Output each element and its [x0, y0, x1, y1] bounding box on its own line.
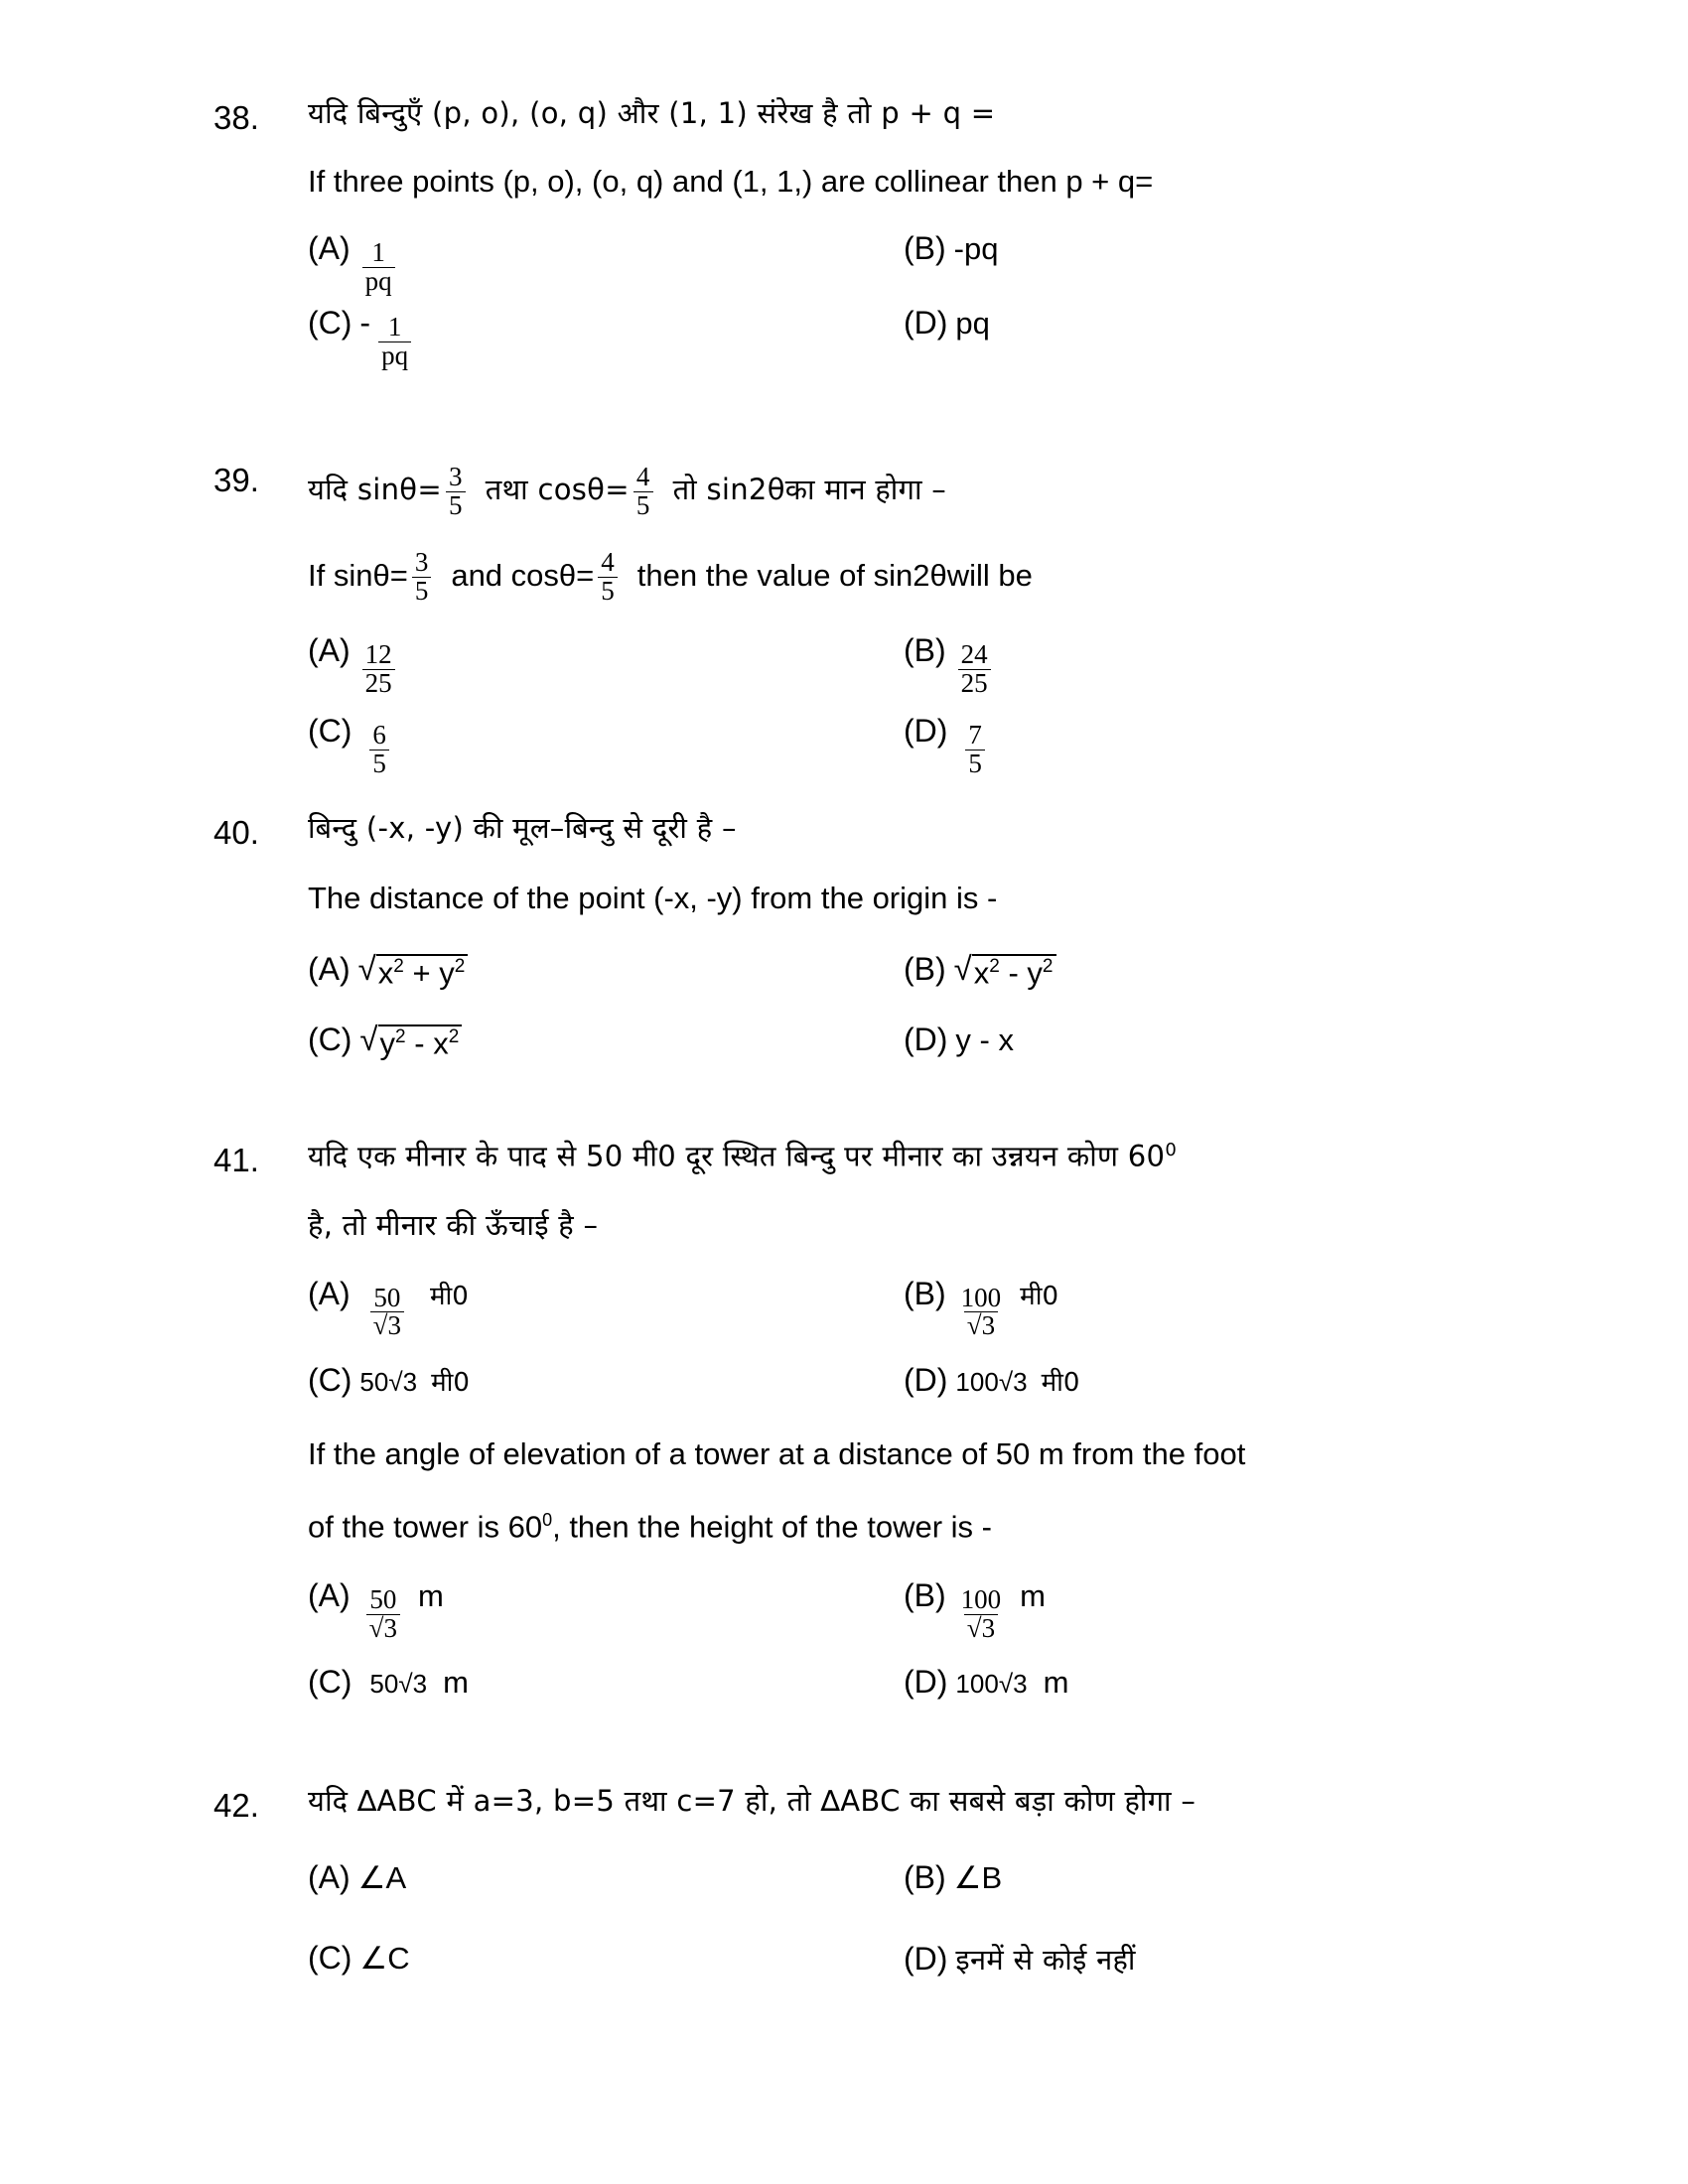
theta-symbol: θ	[558, 557, 577, 593]
hindi-part-4: का मान होगा –	[784, 472, 947, 506]
question-number: 41.	[213, 1142, 259, 1178]
question-text-hindi	[308, 462, 1534, 520]
option-d-value: इनमें से कोई नहीं	[955, 1943, 1136, 1977]
options-row-hindi	[308, 1362, 1534, 1399]
fraction-numerator: 50	[373, 1282, 401, 1312]
fraction-numerator: 1	[371, 237, 385, 267]
fraction-numerator: 4	[601, 547, 615, 578]
english-part-1: If sin	[308, 557, 373, 593]
option-a-value	[362, 641, 395, 697]
option-b[interactable]	[904, 230, 1499, 293]
option-b-label: (B)	[904, 1577, 946, 1614]
fraction-numerator: 3	[414, 547, 429, 578]
question-text-english-line1: If the angle of elevation of a tower at a distance of 50 m from the foot	[308, 1435, 1246, 1471]
option-c[interactable]	[308, 713, 904, 778]
fraction-numerator: 24	[960, 639, 988, 670]
question-39	[213, 462, 1534, 778]
option-b-value	[953, 950, 1056, 991]
hindi-line1-text: यदि एक मीनार के पाद से 50 मी0 दूर स्थित बिन्दु पर मीनार का उन्नयन कोण 60	[308, 1139, 1166, 1173]
option-b-value: -pq	[953, 231, 999, 266]
option-a-value	[357, 950, 469, 991]
radicand	[972, 954, 1056, 991]
question-number: 38.	[213, 99, 259, 136]
english-part-2: and cos	[451, 557, 559, 593]
question-text-english: The distance of the point (-x, -y) from the origin is -	[308, 881, 998, 915]
fraction-numerator: 12	[364, 639, 392, 670]
options-row	[308, 632, 1534, 698]
option-a[interactable]	[308, 1859, 904, 1896]
fraction-denominator: √3	[964, 1311, 998, 1340]
radical-sign: √3	[388, 1366, 418, 1397]
fraction-4-5	[598, 549, 618, 605]
option-b[interactable]	[904, 632, 1499, 698]
option-b-label: (B)	[904, 1859, 946, 1895]
option-a-label: (A)	[308, 1275, 351, 1311]
radical-sign: √3	[998, 1366, 1028, 1397]
hindi-part-3: तो sin2	[672, 472, 768, 506]
option-d-english[interactable]	[904, 1664, 1499, 1701]
option-c-coefficient: 50	[369, 1669, 399, 1700]
radical-sign: √3	[398, 1669, 428, 1700]
option-c[interactable]	[308, 1940, 904, 1979]
radicand-term2: y	[1027, 955, 1043, 991]
option-a-value	[362, 239, 395, 295]
radicand-term1: x	[973, 955, 990, 991]
option-d-label: (D)	[904, 1361, 948, 1398]
question-text-english	[308, 547, 1534, 606]
operator: -	[999, 955, 1028, 991]
option-d-label: (D)	[904, 305, 948, 341]
fraction-denominator: pq	[362, 267, 395, 296]
options-row	[308, 1940, 1534, 1979]
question-text-english: If three points (p, o), (o, q) and (1, 1,) are collinear then p + q=	[308, 164, 1154, 199]
option-b-hindi[interactable]	[904, 1275, 1499, 1341]
theta-symbol: θ	[399, 472, 418, 506]
option-b-label: (B)	[904, 230, 946, 266]
option-d[interactable]	[904, 713, 1499, 778]
exponent: 2	[448, 1026, 460, 1048]
option-b-english[interactable]	[904, 1577, 1499, 1643]
question-number: 40.	[213, 814, 259, 851]
fraction-3-5	[446, 464, 466, 519]
fraction-numerator: 100	[960, 1282, 1002, 1312]
fraction-denominator: √3	[370, 1311, 404, 1340]
option-d-value: y - x	[955, 1023, 1014, 1058]
exponent: 2	[393, 956, 404, 977]
option-b-unit: m	[1020, 1578, 1046, 1614]
option-a-label: (A)	[308, 1859, 351, 1895]
root-value: 3	[981, 1612, 996, 1643]
exponent: 2	[454, 956, 466, 977]
radical-sign: √	[953, 950, 972, 987]
option-a-english[interactable]	[308, 1577, 904, 1643]
question-42	[213, 1784, 1534, 1979]
fraction-denominator: √3	[366, 1614, 400, 1643]
option-a-label: (A)	[308, 230, 351, 266]
option-d-value	[965, 722, 985, 777]
fraction-denominator: 25	[362, 669, 395, 698]
option-a-hindi[interactable]	[308, 1275, 904, 1341]
root-value: 3	[981, 1310, 996, 1341]
option-d-unit: m	[1043, 1665, 1069, 1701]
option-b-value	[958, 641, 991, 697]
question-38	[213, 96, 1534, 370]
operator: -	[405, 1025, 434, 1061]
question-text-hindi: बिन्दु (-x, -y) की मूल–बिन्दु से दूरी है –	[308, 811, 737, 845]
theta-symbol: θ	[767, 472, 785, 506]
fraction-3-5	[412, 549, 432, 605]
hindi-part-1: यदि sin	[308, 472, 400, 506]
question-number: 39.	[213, 462, 259, 498]
question-text-hindi-line2: है, तो मीनार की ऊँचाई है –	[308, 1207, 599, 1242]
option-c-value	[359, 1021, 462, 1061]
exponent: 2	[1042, 956, 1054, 977]
fraction-numerator: 7	[968, 720, 982, 751]
options-row	[308, 1021, 1534, 1061]
options-row	[308, 1859, 1534, 1896]
fraction-numerator: 3	[448, 462, 463, 491]
fraction-denominator: 5	[412, 577, 432, 606]
option-d[interactable]	[904, 1022, 1499, 1058]
option-d-label: (D)	[904, 713, 948, 750]
option-c-hindi[interactable]	[308, 1362, 904, 1399]
radical-sign: √	[359, 1021, 378, 1058]
theta-symbol: θ	[372, 557, 390, 593]
exponent: 2	[989, 956, 1000, 977]
option-b-label: (B)	[904, 632, 946, 669]
option-b-label: (B)	[904, 951, 946, 987]
equals-sign: =	[389, 557, 408, 593]
option-a-unit: m	[417, 1578, 444, 1614]
option-a-label: (A)	[308, 951, 351, 987]
option-b-value	[958, 1586, 1005, 1642]
english-part-3: then the value of sin2	[636, 557, 930, 593]
equals-sign: =	[417, 472, 442, 506]
fraction-numerator: 6	[372, 720, 386, 751]
radical-sign: √	[357, 950, 376, 987]
option-c[interactable]	[308, 305, 904, 370]
option-b-label: (B)	[904, 1275, 946, 1311]
radicand-term2: x	[433, 1025, 449, 1061]
hindi-part-2: तथा cos	[485, 472, 588, 506]
option-c-unit: मी0	[431, 1367, 470, 1398]
question-text-hindi: यदि बिन्दुएँ (p, o), (o, q) और (1, 1) संरेख है तो p + q =	[308, 96, 996, 130]
root-value: 3	[387, 1310, 401, 1341]
option-a[interactable]	[308, 230, 904, 296]
fraction-numerator: 50	[369, 1584, 397, 1615]
theta-symbol: θ	[587, 472, 606, 506]
option-d-hindi[interactable]	[904, 1362, 1499, 1399]
option-c-value	[369, 722, 389, 777]
option-c-label: (C)	[308, 1664, 352, 1701]
option-d[interactable]	[904, 305, 1499, 367]
radicand-term1: x	[377, 955, 394, 991]
option-a-label: (A)	[308, 632, 351, 669]
root-value: 3	[383, 1612, 397, 1643]
fraction-numerator: 1	[387, 312, 402, 342]
root-value: 3	[1013, 1366, 1028, 1397]
fraction-denominator: 5	[446, 491, 466, 520]
english-line2-part-b: , then the height of the tower is -	[552, 1509, 992, 1545]
radicand-term2: y	[439, 955, 455, 991]
option-d-coefficient: 100	[955, 1366, 999, 1397]
fraction-4-5	[633, 464, 653, 519]
degree-superscript: 0	[542, 1509, 553, 1530]
question-text-hindi: यदि ∆ABC में a=3, b=5 तथा c=7 हो, तो ∆ABC का सबसे बड़ा कोण होगा –	[308, 1784, 1196, 1818]
option-d-coefficient: 100	[955, 1669, 999, 1700]
option-c-value	[378, 314, 411, 369]
options-row-english	[308, 1664, 1534, 1701]
exponent: 2	[395, 1026, 406, 1048]
operator: +	[403, 955, 440, 991]
option-b-value	[958, 1282, 1005, 1341]
fraction-denominator: pq	[378, 341, 411, 370]
options-row-hindi	[308, 1275, 1534, 1341]
option-c-label: (C)	[308, 1361, 352, 1398]
option-d-value: pq	[955, 306, 990, 341]
option-c-sign: -	[359, 305, 371, 341]
option-c-english[interactable]	[308, 1664, 904, 1701]
fraction-denominator: √3	[964, 1614, 998, 1643]
fraction-denominator: 25	[958, 669, 991, 698]
option-c-unit: m	[443, 1665, 469, 1701]
options-row-english	[308, 1577, 1534, 1643]
fraction-denominator: 5	[965, 750, 985, 778]
question-40	[213, 811, 1534, 1061]
radical-sign: √3	[998, 1669, 1028, 1700]
question-text-hindi-line1	[308, 1139, 1534, 1173]
option-c-label: (C)	[308, 1022, 352, 1058]
radicand	[378, 1024, 463, 1061]
option-a-unit: मी0	[429, 1281, 469, 1311]
option-d[interactable]	[904, 1940, 1499, 1979]
question-number: 42.	[213, 1787, 259, 1824]
question-text-english-line2	[308, 1509, 1534, 1545]
options-row	[308, 950, 1534, 991]
option-a-value	[366, 1586, 400, 1642]
option-a-value: ∠A	[357, 1860, 407, 1895]
fraction-denominator: 5	[598, 577, 618, 606]
option-d-unit: मी0	[1041, 1367, 1080, 1398]
options-row	[308, 305, 1534, 370]
root-value: 3	[412, 1669, 428, 1700]
option-a[interactable]	[308, 632, 904, 698]
option-c-value: ∠C	[359, 1941, 410, 1976]
fraction-denominator: 5	[633, 491, 653, 520]
option-a-label: (A)	[308, 1577, 351, 1614]
english-line2-part-a: of the tower is 60	[308, 1509, 543, 1545]
option-c-label: (C)	[308, 305, 352, 341]
option-d-label: (D)	[904, 1022, 948, 1058]
radicand	[376, 954, 469, 991]
option-b-value: ∠B	[953, 1860, 1003, 1895]
option-b[interactable]	[904, 950, 1499, 991]
equals-sign: =	[605, 472, 630, 506]
options-row	[308, 713, 1534, 778]
fraction-denominator: 5	[369, 750, 389, 778]
option-c-coefficient: 50	[359, 1366, 389, 1397]
options-row	[308, 230, 1534, 296]
radicand-term1: y	[379, 1025, 396, 1061]
theta-symbol: θ	[929, 557, 947, 593]
english-part-4: will be	[946, 557, 1033, 593]
fraction-numerator: 4	[635, 462, 650, 491]
option-d-label: (D)	[904, 1941, 948, 1977]
option-b-unit: मी0	[1020, 1281, 1058, 1311]
equals-sign: =	[576, 557, 595, 593]
question-41	[213, 1139, 1534, 1701]
option-c-label: (C)	[308, 713, 352, 750]
fraction-numerator: 100	[960, 1584, 1002, 1615]
root-value: 3	[402, 1366, 418, 1397]
root-value: 3	[1013, 1669, 1028, 1700]
option-b[interactable]	[904, 1859, 1499, 1896]
option-c-label: (C)	[308, 1940, 352, 1976]
option-a[interactable]	[308, 950, 904, 991]
option-c[interactable]	[308, 1021, 904, 1061]
option-a-value	[370, 1282, 404, 1341]
degree-superscript: 0	[1165, 1140, 1178, 1160]
option-d-label: (D)	[904, 1664, 948, 1701]
